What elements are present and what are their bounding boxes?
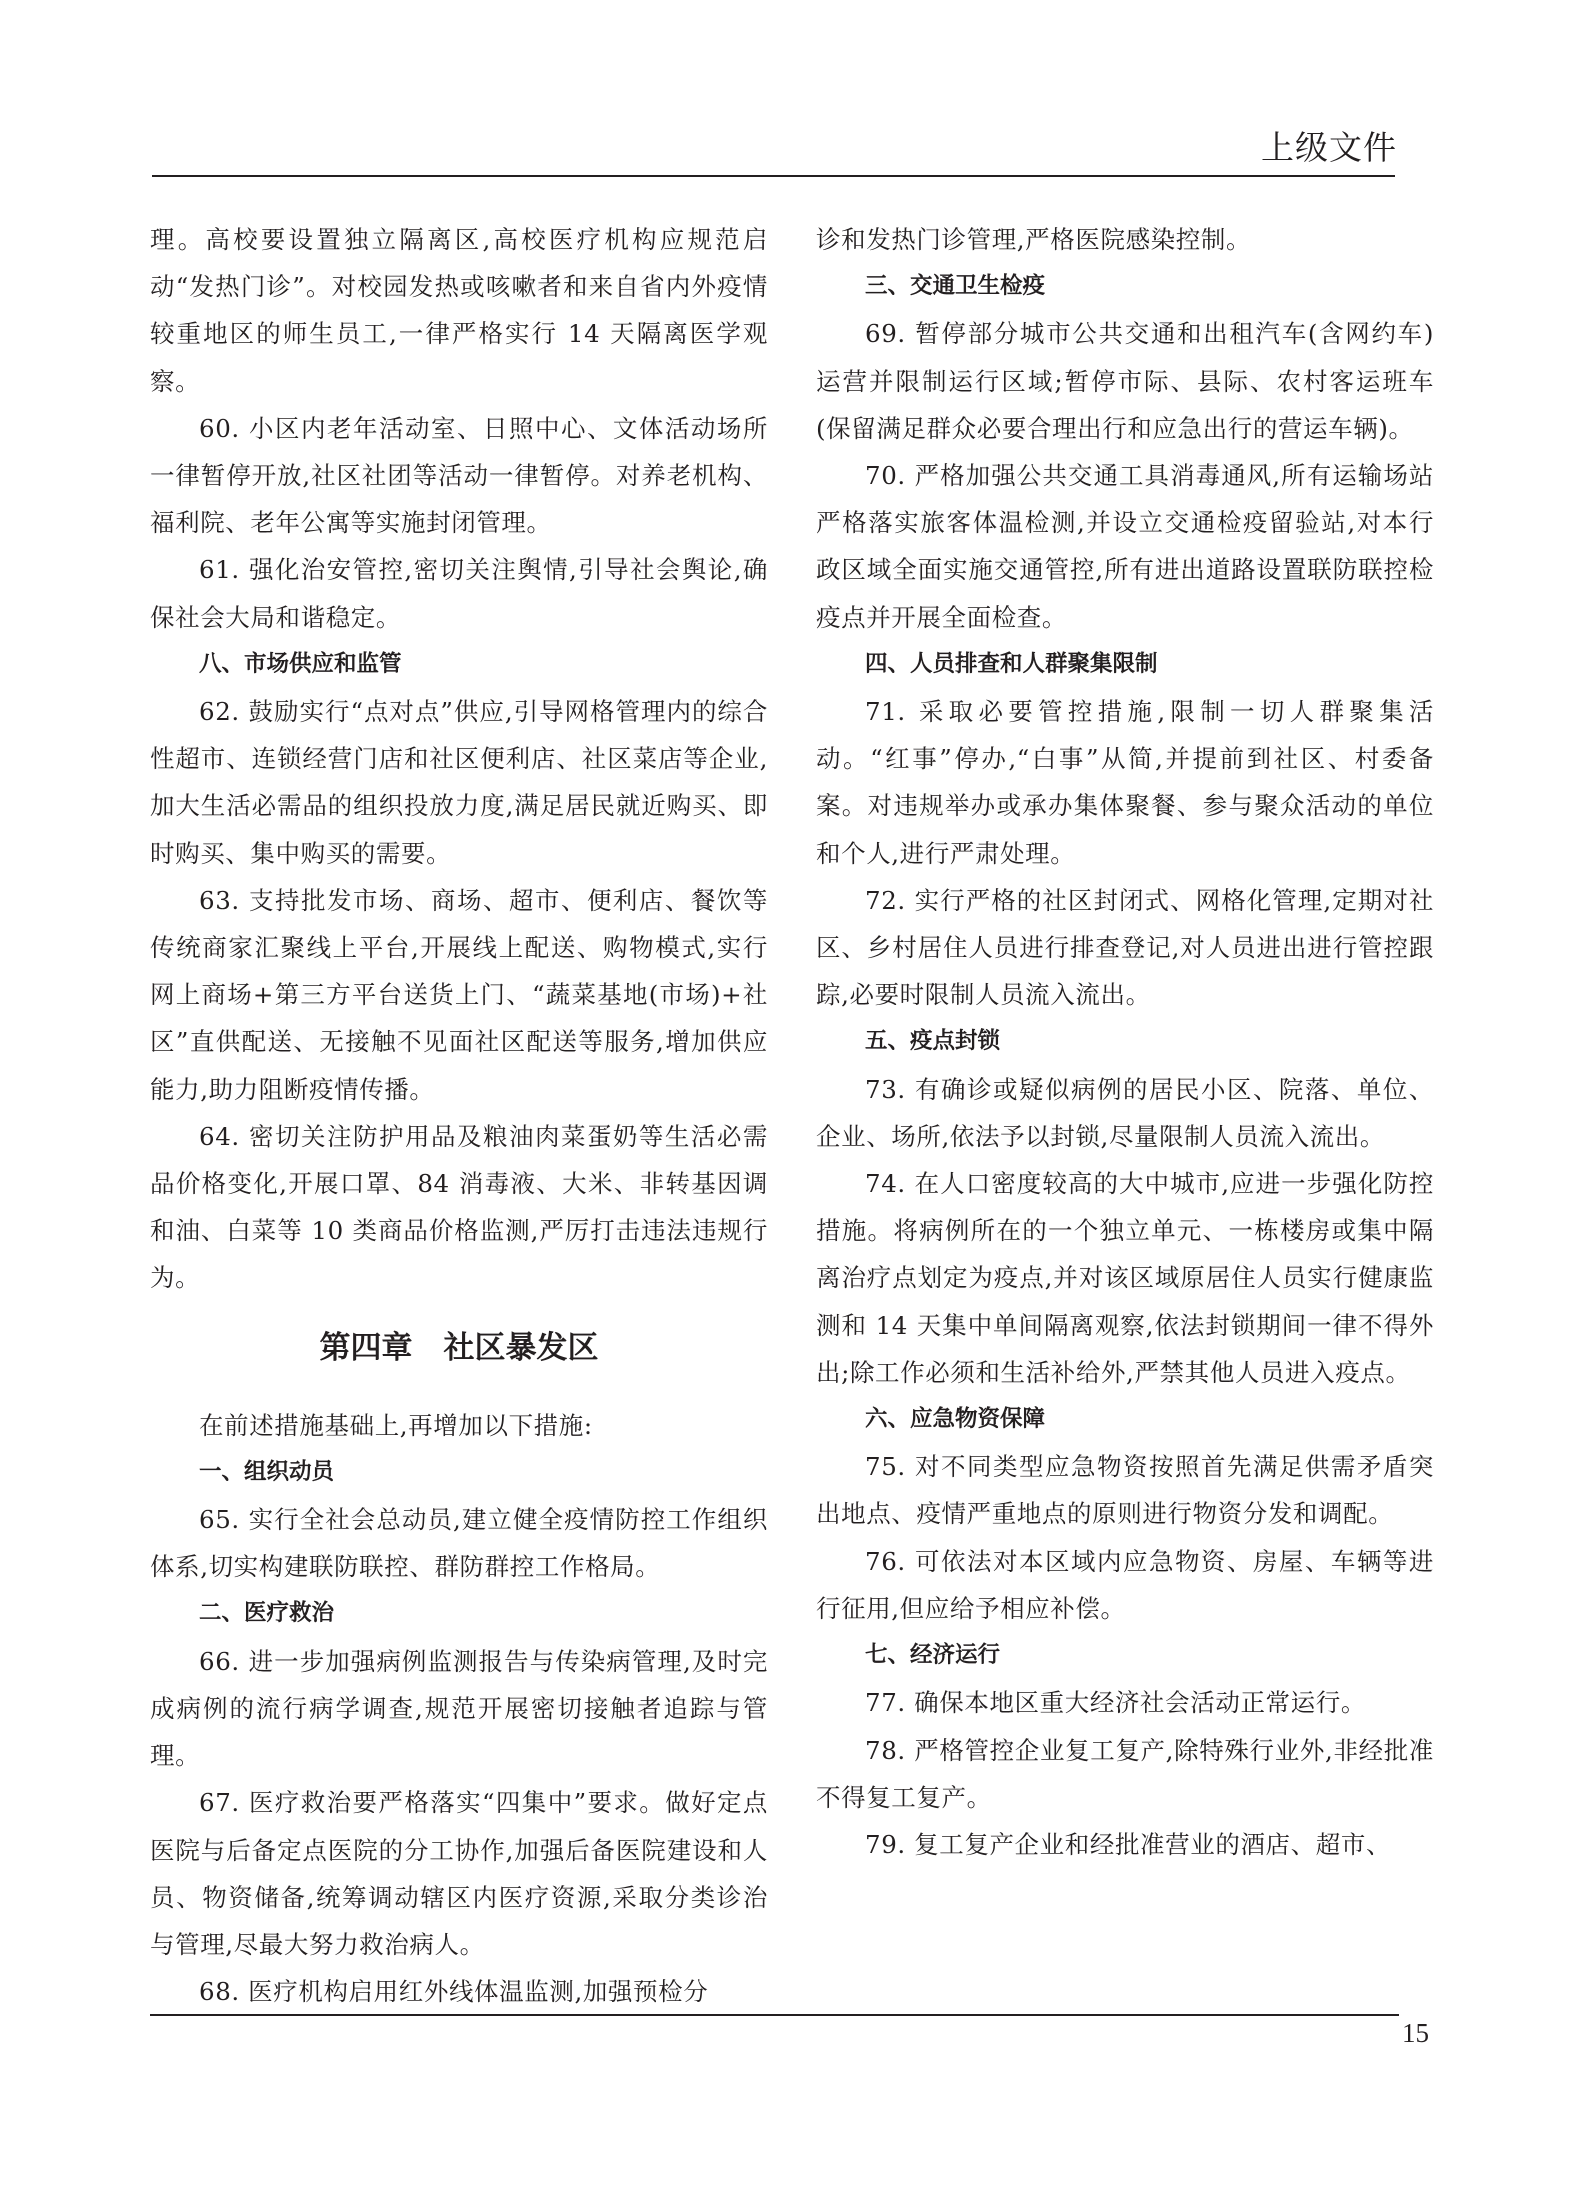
paragraph: 71. 采取必要管控措施,限制一切人群聚集活动。“红事”停办,“白事”从简,并提前到社区、村委备案。对违规举办或承办集体聚餐、参与聚众活动的单位和个人,进行严肃处理。 [816, 697, 1434, 868]
paragraph: 63. 支持批发市场、商场、超市、便利店、餐饮等传统商家汇聚线上平台,开展线上配送、购物模式,实行网上商场+第三方平台送货上门、“蔬菜基地(市场)+社区”直供配送、无接触不见面社区配送等服务,增加供应能力,助力阻断疫情传播。 [150, 885, 768, 1104]
paragraph: 69. 暂停部分城市公共交通和出租汽车(含网约车)运营并限制运行区域;暂停市际、县际、农村客运班车(保留满足群众必要合理出行和应急出行的营运车辆)。 [816, 319, 1434, 443]
paragraph: 70. 严格加强公共交通工具消毒通风,所有运输场站严格落实旅客体温检测,并设立交通检疫留验站,对本行政区域全面实施交通管控,所有进出道路设置联防联控检疫点并开展全面检查。 [816, 461, 1434, 632]
paragraph: 61. 强化治安管控,密切关注舆情,引导社会舆论,确保社会大局和谐稳定。 [150, 555, 768, 632]
section-heading: 五、疫点封锁 [865, 1028, 1001, 1055]
paragraph: 65. 实行全社会总动员,建立健全疫情防控工作组织体系,切实构建联防联控、群防群控工作格局。 [150, 1505, 768, 1582]
footer-rule [150, 2014, 1399, 2016]
left-column [150, 216, 768, 2015]
paragraph: 67. 医疗救治要严格落实“四集中”要求。做好定点医院与后备定点医院的分工协作,加强后备医院建设和人员、物资储备,统筹调动辖区内医疗资源,采取分类诊治与管理,尽最大努力救治病人。 [150, 1788, 768, 1959]
paragraph: 77. 确保本地区重大经济社会活动正常运行。 [865, 1688, 1366, 1718]
paragraph: 62. 鼓励实行“点对点”供应,引导网格管理内的综合性超市、连锁经营门店和社区便利店、社区菜店等企业,加大生活必需品的组织投放力度,满足居民就近购买、即时购买、集中购买的需要。 [150, 697, 768, 868]
section-heading: 六、应急物资保障 [865, 1406, 1046, 1433]
paragraph: 理。高校要设置独立隔离区,高校医疗机构应规范启动“发热门诊”。对校园发热或咳嗽者和来自省内外疫情较重地区的师生员工,一律严格实行 14 天隔离医学观察。 [150, 225, 768, 396]
paragraph: 73. 有确诊或疑似病例的居民小区、院落、单位、企业、场所,依法予以封锁,尽量限制人员流入流出。 [816, 1074, 1434, 1151]
section-heading: 一、组织动员 [199, 1458, 335, 1485]
paragraph: 66. 进一步加强病例监测报告与传染病管理,及时完成病例的流行病学调查,规范开展密切接触者追踪与管理。 [150, 1646, 768, 1771]
page-number: 15 [1402, 2018, 1429, 2048]
paragraph: 64. 密切关注防护用品及粮油肉菜蛋奶等生活必需品价格变化,开展口罩、84 消毒液、大米、非转基因调和油、白菜等 10 类商品价格监测,严厉打击违法违规行为。 [150, 1121, 768, 1293]
section-heading: 三、交通卫生检疫 [865, 273, 1046, 300]
section-heading: 七、经济运行 [865, 1642, 1001, 1669]
paragraph: 72. 实行严格的社区封闭式、网格化管理,定期对社区、乡村居住人员进行排查登记,对人员进出进行管控跟踪,必要时限制人员流入流出。 [816, 885, 1434, 1010]
paragraph: 74. 在人口密度较高的大中城市,应进一步强化防控措施。将病例所在的一个独立单元、一栋楼房或集中隔离治疗点划定为疫点,并对该区域原居住人员实行健康监测和 14 天集中单间隔离观察,依法封锁期间一律不得外出;除工作必须和生活补给外,严禁其他人员进入疫点。 [816, 1169, 1434, 1387]
paragraph: 诊和发热门诊管理,严格医院感染控制。 [816, 225, 1252, 254]
paragraph: 75. 对不同类型应急物资按照首先满足供需矛盾突出地点、疫情严重地点的原则进行物资分发和调配。 [816, 1452, 1434, 1529]
section-heading: 二、医疗救治 [199, 1600, 335, 1627]
header-rule [152, 175, 1395, 177]
header-section-title: 上级文件 [1261, 128, 1397, 167]
paragraph: 在前述措施基础上,再增加以下措施: [199, 1410, 593, 1440]
paragraph: 76. 可依法对本区域内应急物资、房屋、车辆等进行征用,但应给予相应补偿。 [816, 1546, 1434, 1623]
right-column [816, 216, 1434, 1868]
section-heading: 四、人员排查和人群聚集限制 [865, 650, 1158, 677]
paragraph: 60. 小区内老年活动室、日照中心、文体活动场所一律暂停开放,社区社团等活动一律暂停。对养老机构、福利院、老年公寓等实施封闭管理。 [150, 413, 768, 538]
chapter-title: 第四章 社区暴发区 [319, 1329, 599, 1366]
section-heading: 八、市场供应和监管 [199, 650, 402, 677]
paragraph: 68. 医疗机构启用红外线体温监测,加强预检分 [199, 1977, 709, 2007]
paragraph: 78. 严格管控企业复工复产,除特殊行业外,非经批准不得复工复产。 [816, 1735, 1434, 1812]
paragraph: 79. 复工复产企业和经批准营业的酒店、超市、 [865, 1829, 1392, 1859]
